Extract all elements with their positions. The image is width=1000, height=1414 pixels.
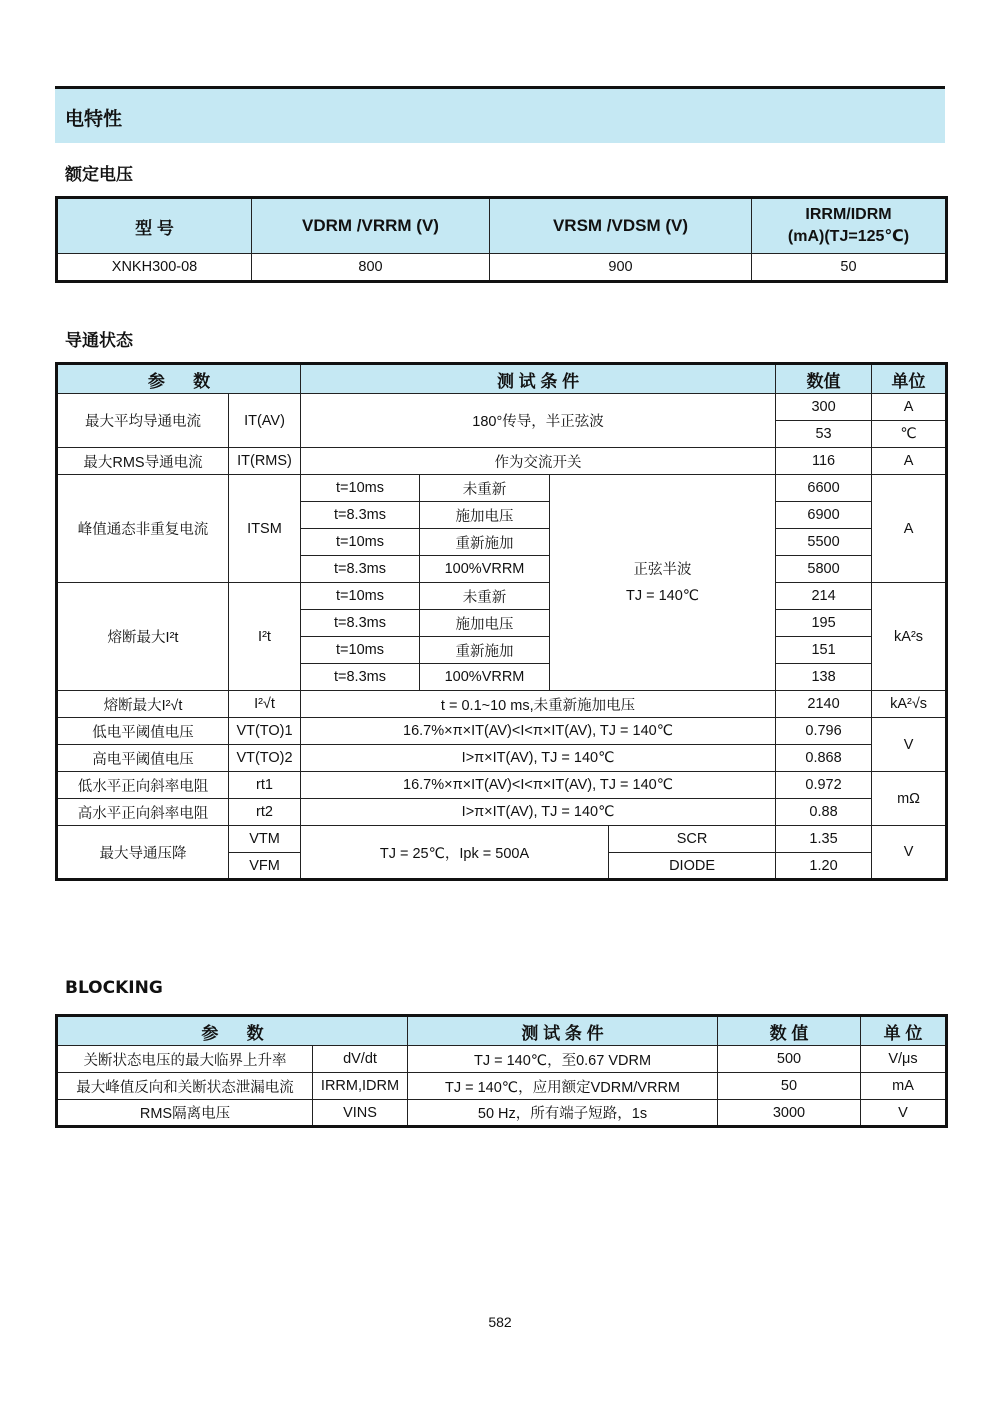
cell-vrsm-vdsm: 900 (490, 254, 752, 282)
rt1-name: 低水平正向斜率电阻 (57, 772, 229, 799)
vtm-device: SCR (609, 826, 776, 853)
i2t-value: 138 (776, 664, 872, 691)
header-irrm-idrm-line1: IRRM/IDRM (805, 206, 892, 223)
rt2-name: 高水平正向斜率电阻 (57, 799, 229, 826)
vto-unit: V (872, 718, 947, 772)
itsm-time: t=8.3ms (301, 556, 420, 583)
blocking-table (55, 1014, 948, 1128)
i2rt-name: 熔断最大I²√t (57, 691, 229, 718)
cell-vdrm-vrrm: 800 (252, 254, 490, 282)
section-header-band (55, 89, 945, 143)
header-vrsm-vdsm: VRSM /VDSM (V) (490, 198, 752, 254)
vtm-symbol: VTM (229, 826, 301, 853)
vto1-condition: 16.7%×π×IT(AV)<I<π×IT(AV), TJ = 140℃ (301, 718, 776, 745)
itsm-cond: 重新施加 (420, 529, 550, 556)
rt2-condition: I>π×IT(AV), TJ = 140℃ (301, 799, 776, 826)
rt-unit: mΩ (872, 772, 947, 826)
blocking-row-condition: TJ = 140℃，应用额定VDRM/VRRM (408, 1073, 718, 1100)
blocking-row-value: 500 (718, 1046, 861, 1073)
it-av-value-1: 300 (776, 394, 872, 421)
header-value: 数值 (776, 364, 872, 394)
blocking-row-unit: mA (861, 1073, 947, 1100)
vto2-symbol: VT(TO)2 (229, 745, 301, 772)
rt2-value: 0.88 (776, 799, 872, 826)
it-rms-condition: 作为交流开关 (301, 448, 776, 475)
blocking-row-name: 关断状态电压的最大临界上升率 (57, 1046, 313, 1073)
vto1-symbol: VT(TO)1 (229, 718, 301, 745)
itsm-value: 6900 (776, 502, 872, 529)
i2t-unit: kA²s (872, 583, 947, 691)
header-cond: 测 试 条 件 (301, 364, 776, 394)
section-title: 电特性 (65, 108, 123, 130)
header-unit: 单位 (872, 364, 947, 394)
onstate-title: 导通状态 (65, 331, 133, 351)
blocking-row-symbol: IRRM,IDRM (313, 1073, 408, 1100)
rated-voltage-title: 额定电压 (65, 165, 133, 185)
blocking-header-unit: 单 位 (861, 1016, 947, 1046)
i2t-cond: 未重新 (420, 583, 550, 610)
i2t-cond: 施加电压 (420, 610, 550, 637)
blocking-row-value: 50 (718, 1073, 861, 1100)
sine-condition-line1: 正弦半波 (633, 561, 692, 578)
i2t-value: 151 (776, 637, 872, 664)
blocking-header-param: 参 数 (57, 1016, 408, 1046)
i2t-time: t=10ms (301, 637, 420, 664)
sine-condition-line2: TJ = 140℃ (625, 587, 700, 604)
itsm-unit: A (872, 475, 947, 583)
i2t-time: t=8.3ms (301, 664, 420, 691)
itsm-value: 6600 (776, 475, 872, 502)
itsm-cond: 100%VRRM (420, 556, 550, 583)
blocking-row-unit: V/μs (861, 1046, 947, 1073)
vfm-value: 1.20 (776, 853, 872, 880)
blocking-row-condition: TJ = 140℃，至0.67 VDRM (408, 1046, 718, 1073)
i2t-symbol: I²t (229, 583, 301, 691)
sine-condition (550, 475, 776, 691)
it-av-unit-2: ℃ (872, 421, 947, 448)
i2rt-value: 2140 (776, 691, 872, 718)
vto2-value: 0.868 (776, 745, 872, 772)
cell-irrm-idrm: 50 (752, 254, 947, 282)
vfm-symbol: VFM (229, 853, 301, 880)
it-av-symbol: IT(AV) (229, 394, 301, 448)
i2t-cond: 100%VRRM (420, 664, 550, 691)
vto1-value: 0.796 (776, 718, 872, 745)
it-av-unit-1: A (872, 394, 947, 421)
i2t-time: t=10ms (301, 583, 420, 610)
blocking-row-unit: V (861, 1100, 947, 1127)
it-rms-unit: A (872, 448, 947, 475)
cell-model: XNKH300-08 (57, 254, 252, 282)
it-av-value-2: 53 (776, 421, 872, 448)
vtm-unit: V (872, 826, 947, 880)
rated-voltage-table (55, 196, 948, 283)
i2t-cond: 重新施加 (420, 637, 550, 664)
rt1-condition: 16.7%×π×IT(AV)<I<π×IT(AV), TJ = 140℃ (301, 772, 776, 799)
itsm-value: 5800 (776, 556, 872, 583)
itsm-name: 峰值通态非重复电流 (57, 475, 229, 583)
blocking-row-symbol: VINS (313, 1100, 408, 1127)
it-rms-name: 最大RMS导通电流 (57, 448, 229, 475)
i2t-value: 195 (776, 610, 872, 637)
blocking-header-value: 数 值 (718, 1016, 861, 1046)
vfm-device: DIODE (609, 853, 776, 880)
blocking-header-cond: 测 试 条 件 (408, 1016, 718, 1046)
i2rt-unit: kA²√s (872, 691, 947, 718)
itsm-time: t=10ms (301, 529, 420, 556)
vtm-name: 最大导通压降 (57, 826, 229, 880)
it-av-condition: 180°传导，半正弦波 (301, 394, 776, 448)
rt2-symbol: rt2 (229, 799, 301, 826)
vto2-condition: I>π×IT(AV), TJ = 140℃ (301, 745, 776, 772)
vtm-condition: TJ = 25℃，Ipk = 500A (301, 826, 609, 880)
it-rms-symbol: IT(RMS) (229, 448, 301, 475)
i2t-value: 214 (776, 583, 872, 610)
itsm-symbol: ITSM (229, 475, 301, 583)
blocking-row-name: 最大峰值反向和关断状态泄漏电流 (57, 1073, 313, 1100)
onstate-table (55, 362, 948, 881)
page-number: 582 (488, 1314, 512, 1330)
vto1-name: 低电平阈值电压 (57, 718, 229, 745)
i2t-name: 熔断最大I²t (57, 583, 229, 691)
rt1-value: 0.972 (776, 772, 872, 799)
blocking-row-value: 3000 (718, 1100, 861, 1127)
header-vdrm-vrrm: VDRM /VRRM (V) (252, 198, 490, 254)
blocking-title: BLOCKING (65, 978, 163, 998)
header-irrm-idrm-line2: (mA)(TJ=125℃) (787, 228, 910, 245)
i2rt-symbol: I²√t (229, 691, 301, 718)
header-param: 参 数 (57, 364, 301, 394)
itsm-cond: 未重新 (420, 475, 550, 502)
itsm-time: t=10ms (301, 475, 420, 502)
it-av-name: 最大平均导通电流 (57, 394, 229, 448)
vtm-value: 1.35 (776, 826, 872, 853)
itsm-cond: 施加电压 (420, 502, 550, 529)
it-rms-value: 116 (776, 448, 872, 475)
itsm-time: t=8.3ms (301, 502, 420, 529)
i2rt-condition: t = 0.1~10 ms,未重新施加电压 (301, 691, 776, 718)
blocking-row-condition: 50 Hz，所有端子短路，1s (408, 1100, 718, 1127)
itsm-value: 5500 (776, 529, 872, 556)
blocking-row-name: RMS隔离电压 (57, 1100, 313, 1127)
i2t-time: t=8.3ms (301, 610, 420, 637)
header-irrm-idrm (752, 198, 947, 254)
rt1-symbol: rt1 (229, 772, 301, 799)
vto2-name: 高电平阈值电压 (57, 745, 229, 772)
blocking-row-symbol: dV/dt (313, 1046, 408, 1073)
header-model: 型 号 (57, 198, 252, 254)
